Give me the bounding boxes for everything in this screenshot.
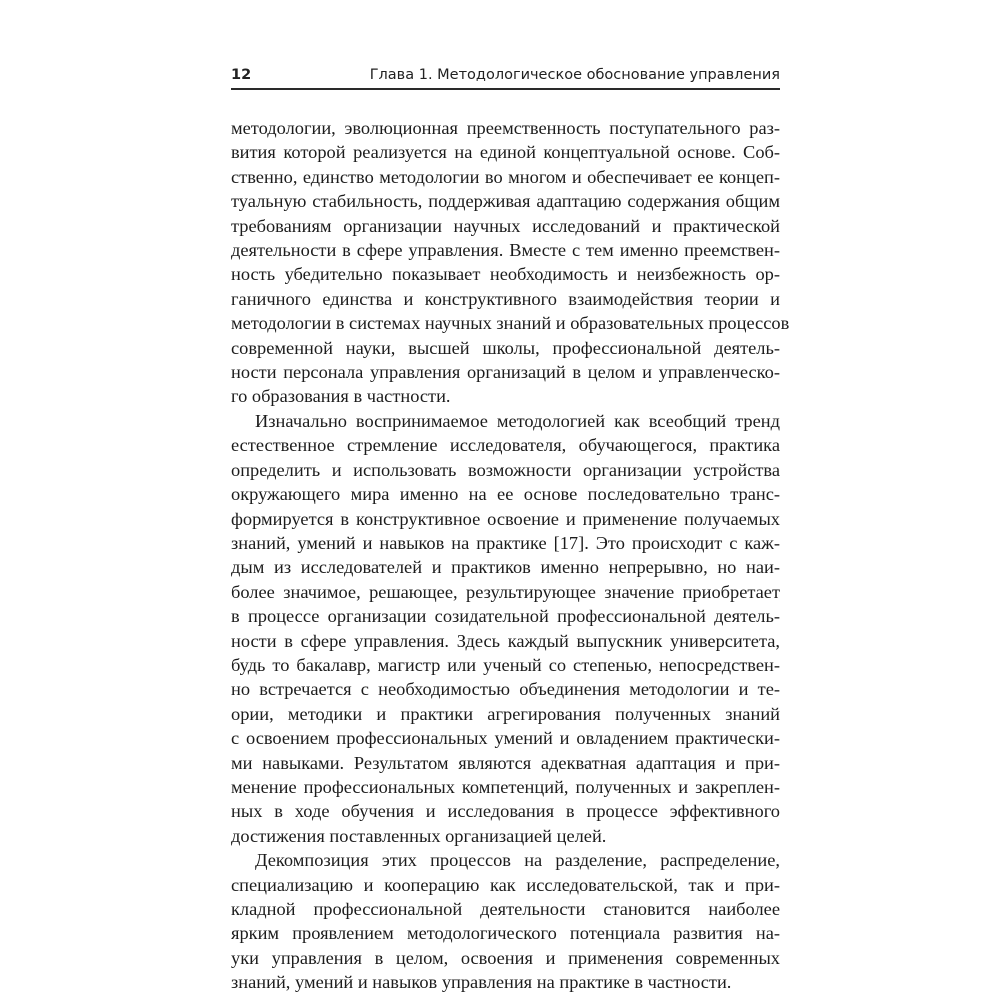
- text-line: современной науки, высшей школы, профессиональной деятель-: [231, 337, 780, 358]
- text-line: вития которой реализуется на единой концептуальной основе. Соб-: [231, 142, 780, 163]
- text-line: ми навыками. Результатом являются адекватная адаптация и при-: [231, 752, 780, 773]
- text-line: формируется в конструктивное освоение и применение получаемых: [231, 508, 780, 529]
- paragraph-1: [231, 116, 790, 409]
- text-line: естественное стремление исследователя, обучающегося, практика: [231, 435, 780, 456]
- text-line: ности персонала управления организаций в целом и управленческо-: [231, 362, 780, 383]
- text-line: деятельности в сфере управления. Вместе с тем именно преемствен-: [231, 240, 780, 261]
- text-line: определить и использовать возможности организации устройства: [231, 459, 780, 480]
- text-line: требованиям организации научных исследований и практической: [231, 215, 780, 236]
- page-number: 12: [231, 67, 252, 83]
- text-line: менение профессиональных компетенций, полученных и закреплен-: [231, 776, 780, 797]
- text-line: ность убедительно показывает необходимость и неизбежность ор-: [231, 264, 780, 285]
- text-line: кладной профессиональной деятельности становится наиболее: [231, 899, 780, 919]
- text-line: Декомпозиция этих процессов на разделение, распределение,: [255, 850, 780, 871]
- text-line: знаний, умений и навыков на практике [17]. Это происходит с каж-: [231, 532, 780, 553]
- text-line: ности в сфере управления. Здесь каждый выпускник университета,: [231, 630, 780, 651]
- text-line: уки управления в целом, освоения и применения современных: [231, 947, 780, 968]
- text-line: методологии в системах научных знаний и образовательных процессов: [231, 313, 790, 334]
- body-text: [231, 116, 790, 995]
- text-line: с освоением профессиональных умений и овладением практически-: [231, 728, 780, 749]
- text-line: достижения поставленных организацией целей.: [231, 825, 607, 846]
- text-line: будь то бакалавр, магистр или ученый со степенью, непосредствен-: [231, 654, 780, 675]
- text-line: но встречается с необходимостью объединения методологии и те-: [231, 679, 780, 700]
- text-line: го образования в частности.: [231, 386, 451, 407]
- text-line: знаний, умений и навыков управления на практике в частности.: [231, 972, 732, 993]
- text-line: методологии, эволюционная преемственность поступательного раз-: [231, 118, 780, 138]
- paragraph-3: [231, 848, 780, 994]
- text-line: ственно, единство методологии во многом и обеспечивает ее концеп-: [231, 166, 780, 187]
- running-header: [231, 62, 780, 90]
- text-line: более значимое, решающее, результирующее значение приобретает: [231, 581, 780, 602]
- chapter-title: Глава 1. Методологическое обоснование управления: [369, 67, 780, 83]
- text-line: дым из исследователей и практиков именно непрерывно, но наи-: [231, 557, 780, 578]
- paragraph-2: [231, 409, 780, 848]
- text-line: окружающего мира именно на ее основе последовательно транс-: [231, 484, 780, 505]
- text-line: ярким проявлением методологического потенциала развития на-: [231, 923, 780, 944]
- text-line: ных в ходе обучения и исследования в процессе эффективного: [231, 801, 780, 822]
- text-line: специализацию и кооперацию как исследовательской, так и при-: [231, 874, 780, 895]
- text-line: ганичного единства и конструктивного взаимодействия теории и: [231, 288, 780, 309]
- text-line: в процессе организации созидательной профессиональной деятель-: [231, 606, 780, 627]
- text-line: Изначально воспринимаемое методологией как всеобщий тренд: [255, 410, 780, 431]
- text-line: ории, методики и практики агрегирования полученных знаний: [231, 703, 780, 724]
- text-line: туальную стабильность, поддерживая адаптацию содержания общим: [231, 191, 780, 212]
